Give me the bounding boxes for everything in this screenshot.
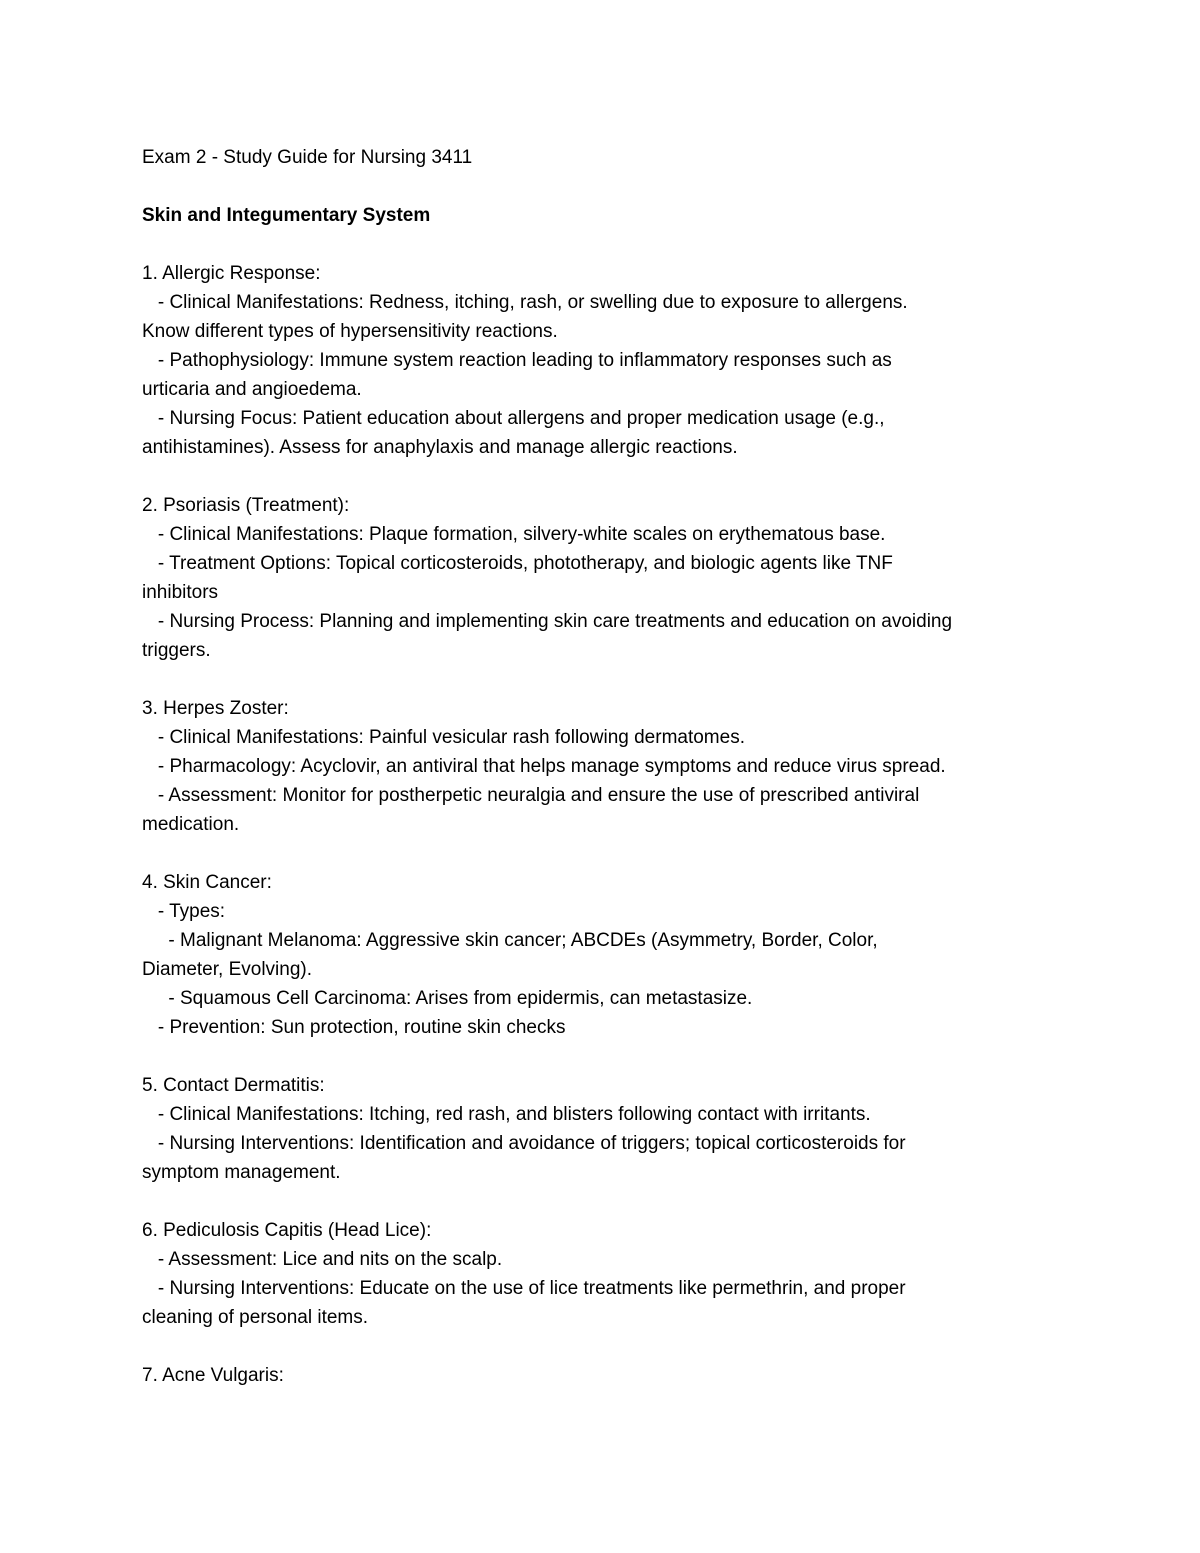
topic-block (142, 868, 1082, 1042)
topic-line: cleaning of personal items. (142, 1307, 369, 1328)
topic-line: - Nursing Process: Planning and implementing skin care treatments and education on avoiding (142, 611, 953, 632)
document-body (142, 143, 1082, 1419)
topic-line: - Nursing Interventions: Identification and avoidance of triggers; topical corticosteroids for (142, 1133, 906, 1154)
topic-line: symptom management. (142, 1162, 341, 1183)
topic-block (142, 694, 1082, 839)
topic-line: Know different types of hypersensitivity reactions. (142, 321, 558, 342)
topic-heading: 3. Herpes Zoster: (142, 698, 289, 719)
topic-heading: 6. Pediculosis Capitis (Head Lice): (142, 1220, 432, 1241)
topic-line: inhibitors (142, 582, 219, 603)
topic-line: medication. (142, 814, 240, 835)
topic-line: Diameter, Evolving). (142, 959, 313, 980)
topic-line: urticaria and angioedema. (142, 379, 362, 400)
topic-heading: 5. Contact Dermatitis: (142, 1075, 325, 1096)
topic-heading: 1. Allergic Response: (142, 263, 321, 284)
topic-line: - Types: (142, 901, 226, 922)
topic-line: - Pharmacology: Acyclovir, an antiviral that helps manage symptoms and reduce virus spread. (142, 756, 946, 777)
topic-list (142, 259, 1082, 1390)
document-title: Exam 2 - Study Guide for Nursing 3411 (142, 147, 473, 168)
topic-line: - Nursing Focus: Patient education about allergens and proper medication usage (e.g., (142, 408, 885, 429)
topic-block (142, 1071, 1082, 1187)
topic-line: triggers. (142, 640, 211, 661)
topic-block (142, 491, 1082, 665)
topic-line: - Clinical Manifestations: Redness, itching, rash, or swelling due to exposure to allergens. (142, 292, 908, 313)
topic-line: - Squamous Cell Carcinoma: Arises from epidermis, can metastasize. (142, 988, 753, 1009)
topic-block (142, 1361, 1082, 1390)
topic-line: - Treatment Options: Topical corticosteroids, phototherapy, and biologic agents like TNF (142, 553, 893, 574)
topic-heading: 4. Skin Cancer: (142, 872, 272, 893)
topic-line: antihistamines). Assess for anaphylaxis and manage allergic reactions. (142, 437, 738, 458)
topic-line: - Prevention: Sun protection, routine skin checks (142, 1017, 566, 1038)
topic-line: - Clinical Manifestations: Plaque formation, silvery-white scales on erythematous base. (142, 524, 886, 545)
topic-block (142, 1216, 1082, 1332)
topic-line: - Clinical Manifestations: Painful vesicular rash following dermatomes. (142, 727, 745, 748)
topic-line: - Clinical Manifestations: Itching, red rash, and blisters following contact with irritants. (142, 1104, 871, 1125)
topic-heading: 2. Psoriasis (Treatment): (142, 495, 350, 516)
topic-heading: 7. Acne Vulgaris: (142, 1365, 284, 1386)
topic-line: - Pathophysiology: Immune system reaction leading to inflammatory responses such as (142, 350, 892, 371)
topic-line: - Assessment: Monitor for postherpetic neuralgia and ensure the use of prescribed antiviral (142, 785, 920, 806)
topic-line: - Assessment: Lice and nits on the scalp. (142, 1249, 503, 1270)
topic-line: - Nursing Interventions: Educate on the use of lice treatments like permethrin, and proper (142, 1278, 906, 1299)
section-heading: Skin and Integumentary System (142, 205, 431, 226)
topic-line: - Malignant Melanoma: Aggressive skin cancer; ABCDEs (Asymmetry, Border, Color, (142, 930, 878, 951)
topic-block (142, 259, 1082, 462)
